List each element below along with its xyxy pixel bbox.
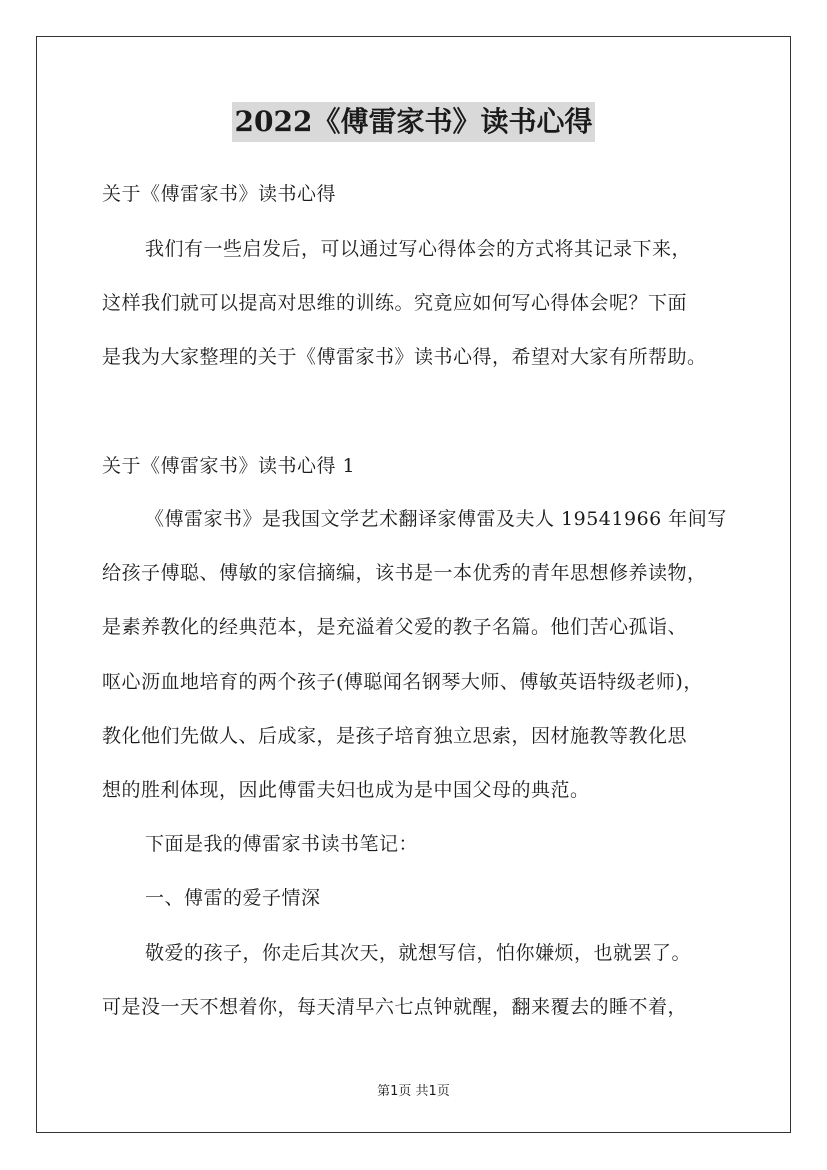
paragraph-line: 呕心沥血地培育的两个孩子(傅聪闻名钢琴大师、傅敏英语特级老师)， [102, 671, 703, 693]
page-footer: 第1页 共1页 [377, 1084, 450, 1099]
paragraph-line: 我们有一些启发后，可以通过写心得体会的方式将其记录下来， [145, 238, 692, 260]
paragraph-line: 是素养教化的经典范本，是充溢着父爱的教子名篇。他们苦心孤诣、 [102, 616, 688, 638]
paragraph-line: 想的胜利体现，因此傅雷夫妇也成为是中国父母的典范。 [102, 779, 590, 801]
paragraph-line: 《傅雷家书》是我国文学艺术翻译家傅雷及夫人 19541966 年间写 [145, 508, 727, 530]
paragraph-line: 可是没一天不想着你，每天清早六七点钟就醒，翻来覆去的睡不着， [102, 996, 688, 1018]
section-heading: 关于《傅雷家书》读书心得 [102, 183, 337, 205]
paragraph-line: 教化他们先做人、后成家，是孩子培育独立思索，因材施教等教化思 [102, 725, 688, 747]
paragraph-line: 敬爱的孩子，你走后其次天，就想写信，怕你嫌烦，也就罢了。 [145, 942, 692, 964]
section-heading: 关于《傅雷家书》读书心得 1 [102, 455, 356, 477]
paragraph-line: 给孩子傅聪、傅敏的家信摘编，该书是一本优秀的青年思想修养读物， [102, 562, 707, 584]
paragraph-line: 这样我们就可以提高对思维的训练。究竟应如何写心得体会呢？下面 [102, 292, 688, 314]
paragraph-line: 下面是我的傅雷家书读书笔记： [145, 833, 419, 855]
subsection-heading: 一、傅雷的爱子情深 [145, 887, 321, 909]
paragraph-line: 是我为大家整理的关于《傅雷家书》读书心得，希望对大家有所帮助。 [102, 346, 707, 368]
document-title: 2022《傅雷家书》读书心得 [0, 101, 827, 142]
